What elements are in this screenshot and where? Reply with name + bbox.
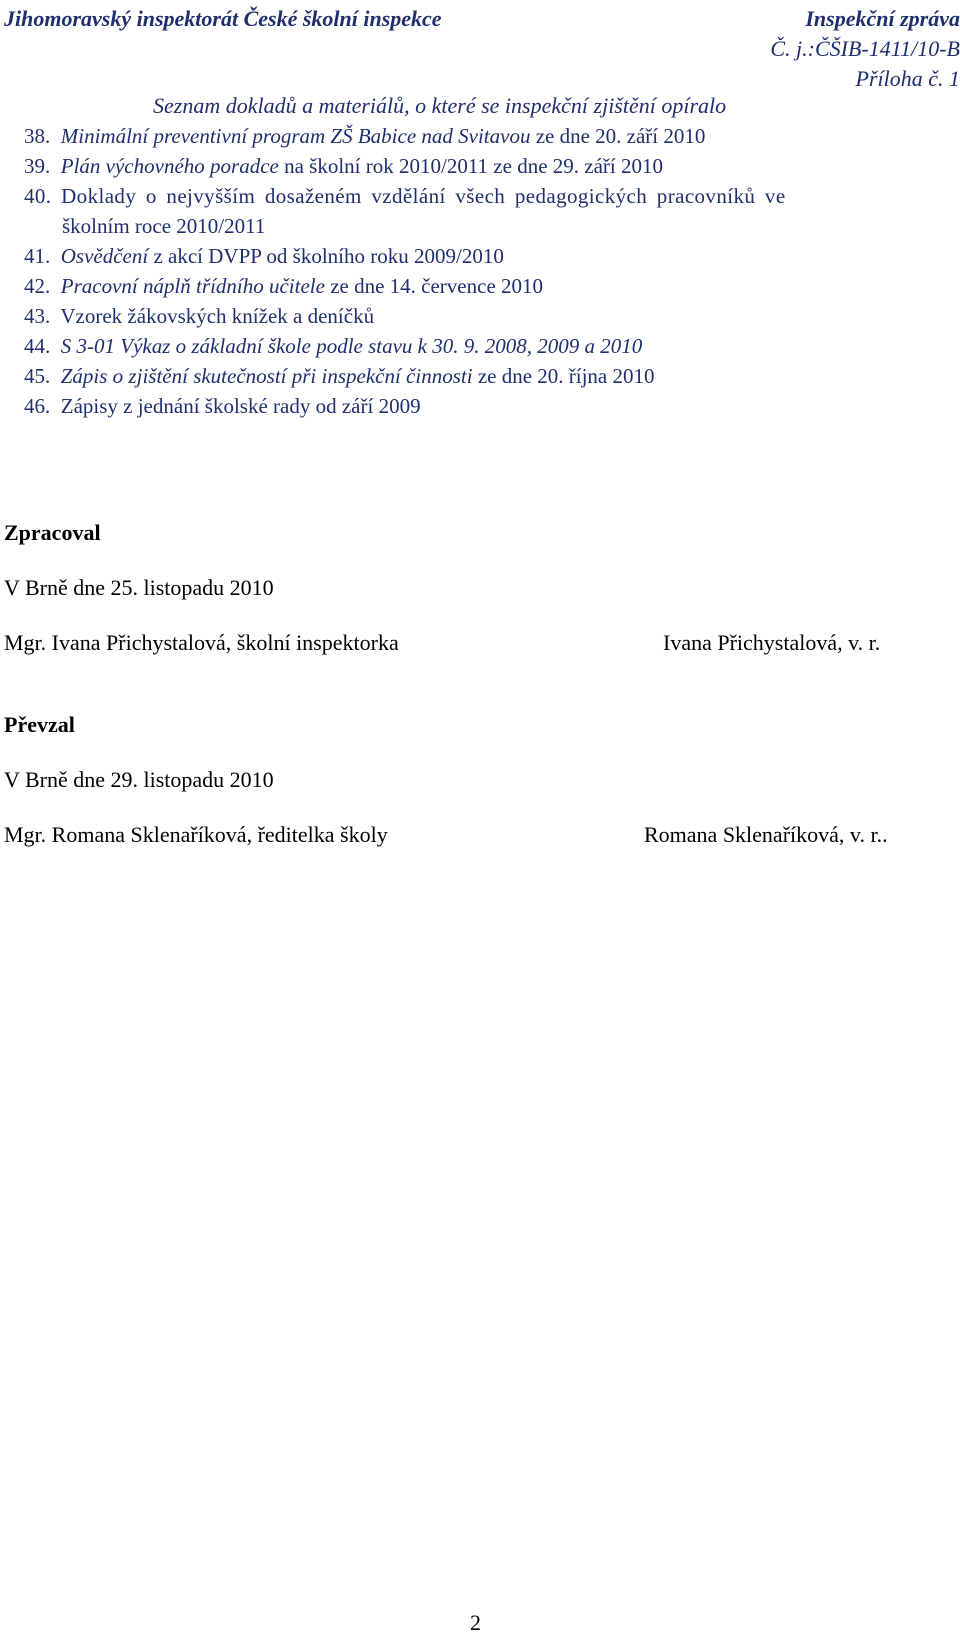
list-item: 43. Vzorek žákovských knížek a deníčků (24, 304, 375, 328)
page-number: 2 (470, 1610, 481, 1635)
header-doc-type: Inspekční zpráva (805, 6, 960, 31)
received-name: Mgr. Romana Sklenaříková, ředitelka školy (4, 822, 388, 847)
prepared-signature: Ivana Přichystalová, v. r. (663, 630, 881, 655)
header-appendix: Příloha č. 1 (855, 66, 960, 91)
header-org: Jihomoravský inspektorát České školní inspekce (4, 6, 442, 31)
received-date: V Brně dne 29. listopadu 2010 (4, 767, 274, 792)
prepared-name: Mgr. Ivana Přichystalová, školní inspektorka (4, 630, 399, 655)
received-signature: Romana Sklenaříková, v. r.. (644, 822, 888, 847)
list-item: 44. S 3-01 Výkaz o základní škole podle stavu k 30. 9. 2008, 2009 a 2010 (24, 334, 643, 358)
list-title: Seznam dokladů a materiálů, o které se inspekční zjištění opíralo (153, 93, 727, 118)
prepared-heading: Zpracoval (4, 520, 101, 545)
list-item: 46. Zápisy z jednání školské rady od září 2009 (24, 394, 421, 418)
list-item: 41. Osvědčení z akcí DVPP od školního roku 2009/2010 (24, 244, 504, 268)
list-item-continuation: školním roce 2010/2011 (62, 214, 266, 238)
list-item: 42. Pracovní náplň třídního učitele ze dne 14. července 2010 (24, 274, 544, 298)
list-item: 38. Minimální preventivní program ZŠ Babice nad Svitavou ze dne 20. září 2010 (24, 124, 706, 148)
list-item: 45. Zápis o zjištění skutečností při inspekční činnosti ze dne 20. října 2010 (24, 364, 655, 388)
prepared-date: V Brně dne 25. listopadu 2010 (4, 575, 274, 600)
list-item: 40. Doklady o nejvyšším dosaženém vzdělání všech pedagogických pracovníků ve (24, 184, 786, 208)
list-item: 39. Plán výchovného poradce na školní rok 2010/2011 ze dne 29. září 2010 (24, 154, 663, 178)
received-heading: Převzal (4, 712, 75, 737)
header-ref-no: Č. j.:ČŠIB-1411/10-B (770, 36, 960, 61)
